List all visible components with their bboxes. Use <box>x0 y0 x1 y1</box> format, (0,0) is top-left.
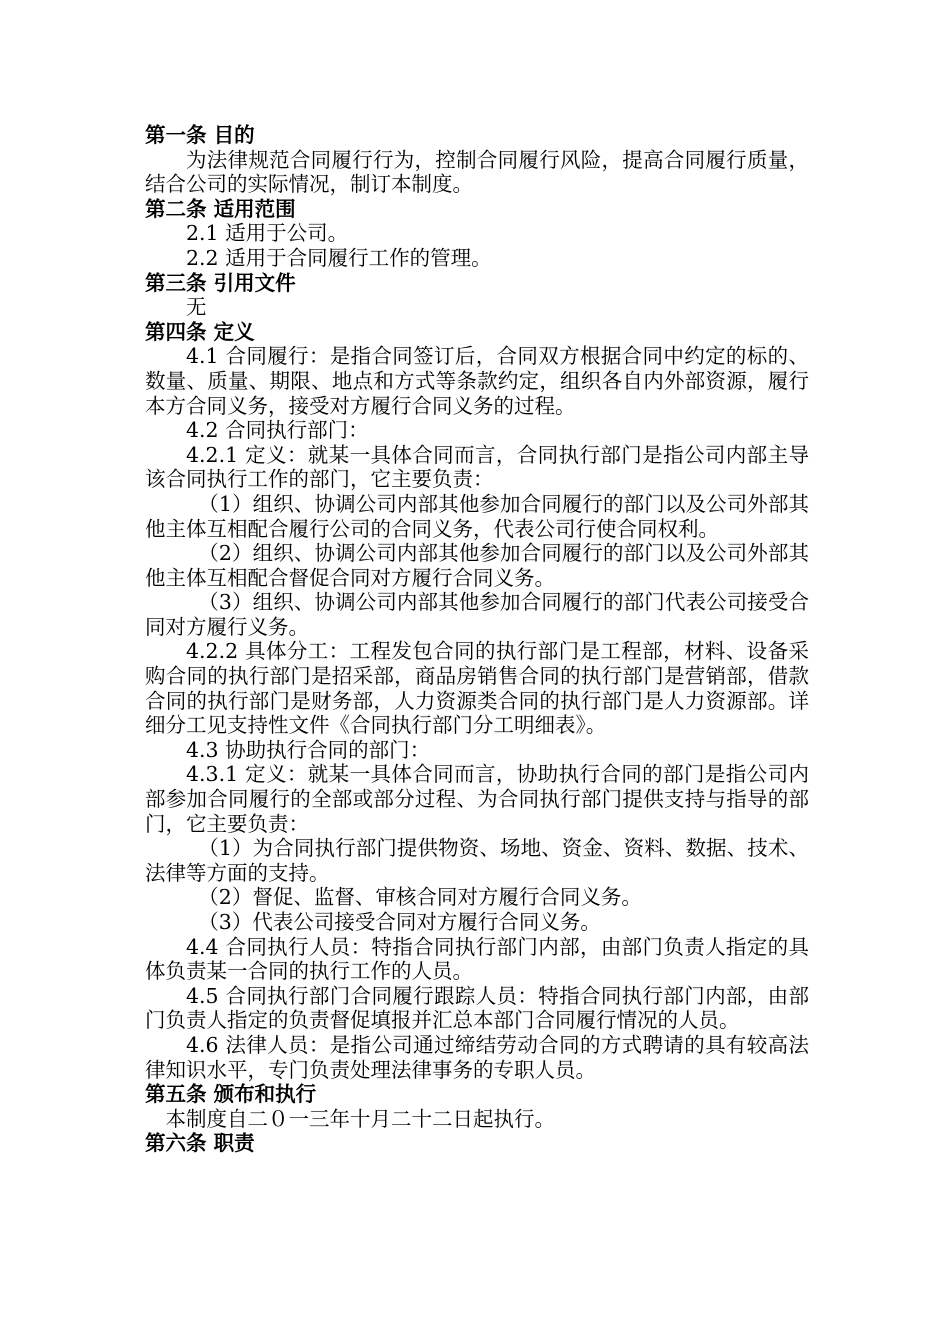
definition-4-5: 4.5 合同执行部门合同履行跟踪人员：特指合同执行部门内部，由部门负责人指定的负责督促填报并汇总本部门合同履行情况的人员。 <box>145 983 809 1033</box>
section-5-paragraph-1: 本制度自二０一三年十月二十二日起执行。 <box>165 1106 555 1131</box>
section-heading-6: 第六条 职责 <box>145 1131 255 1156</box>
definition-4-3-1-item-1: （1）为合同执行部门提供物资、场地、资金、资料、数据、技术、法律等方面的支持。 <box>145 836 809 885</box>
definition-4-3-1-item-2: （2）督促、监督、审核合同对方履行合同义务。 <box>198 885 642 910</box>
section-heading-3: 第三条 引用文件 <box>145 270 296 295</box>
section-heading-2: 第二条 适用范围 <box>145 196 296 221</box>
definition-4-1: 4.1 合同履行：是指合同签订后，合同双方根据合同中约定的标的、数量、质量、期限、地点和方式等条款约定，组织各自内外部资源，履行本方合同义务，接受对方履行合同义务的过程。 <box>145 344 809 418</box>
definition-4-2-1-item-2: （2）组织、协调公司内部其他参加合同履行的部门以及公司外部其他主体互相配合督促合同对方履行合同义务。 <box>145 541 809 590</box>
definition-4-4: 4.4 合同执行人员：特指合同执行部门内部，由部门负责人指定的具体负责某一合同的执行工作的人员。 <box>145 934 809 984</box>
section-3-paragraph-1: 无 <box>186 295 207 320</box>
definition-4-2-1-item-3: （3）组织、协调公司内部其他参加合同履行的部门代表公司接受合同对方履行义务。 <box>145 590 809 639</box>
section-2-paragraph-2: 2.2 适用于合同履行工作的管理。 <box>186 245 492 270</box>
definition-4-2-1-item-1: （1）组织、协调公司内部其他参加合同履行的部门以及公司外部其他主体互相配合履行公司的合同义务，代表公司行使合同权利。 <box>145 491 809 541</box>
definition-4-2: 4.2 合同执行部门： <box>186 418 369 443</box>
section-heading-4: 第四条 定义 <box>145 319 255 344</box>
definition-4-3-1-item-3: （3）代表公司接受合同对方履行合同义务。 <box>198 910 601 934</box>
section-1-paragraph-1: 为法律规范合同履行行为，控制合同履行风险，提高合同履行质量，结合公司的实际情况，制订本制度。 <box>145 147 809 197</box>
section-heading-1: 第一条 目的 <box>145 123 255 147</box>
document-body <box>145 123 809 1156</box>
definition-4-3-1: 4.3.1 定义：就某一具体合同而言，协助执行合同的部门是指公司内部参加合同履行的全部或部分过程、为合同执行部门提供支持与指导的部门，它主要负责： <box>145 762 809 836</box>
definition-4-2-1: 4.2.1 定义：就某一具体合同而言，合同执行部门是指公司内部主导该合同执行工作的部门，它主要负责： <box>145 442 809 492</box>
section-2-paragraph-1: 2.1 适用于公司。 <box>186 221 349 246</box>
definition-4-3: 4.3 协助执行合同的部门： <box>186 737 431 762</box>
section-heading-5: 第五条 颁布和执行 <box>145 1082 317 1107</box>
definition-4-6: 4.6 法律人员：是指公司通过缔结劳动合同的方式聘请的具有较高法律知识水平，专门负责处理法律事务的专职人员。 <box>145 1032 809 1082</box>
definition-4-2-2: 4.2.2 具体分工：工程发包合同的执行部门是工程部，材料、设备采购合同的执行部门是招采部，商品房销售合同的执行部门是营销部，借款合同的执行部门是财务部，人力资源类合同的执行部门是人力资源部。详细分工见支持性文件《合同执行部门分工明细表》。 <box>145 639 809 738</box>
